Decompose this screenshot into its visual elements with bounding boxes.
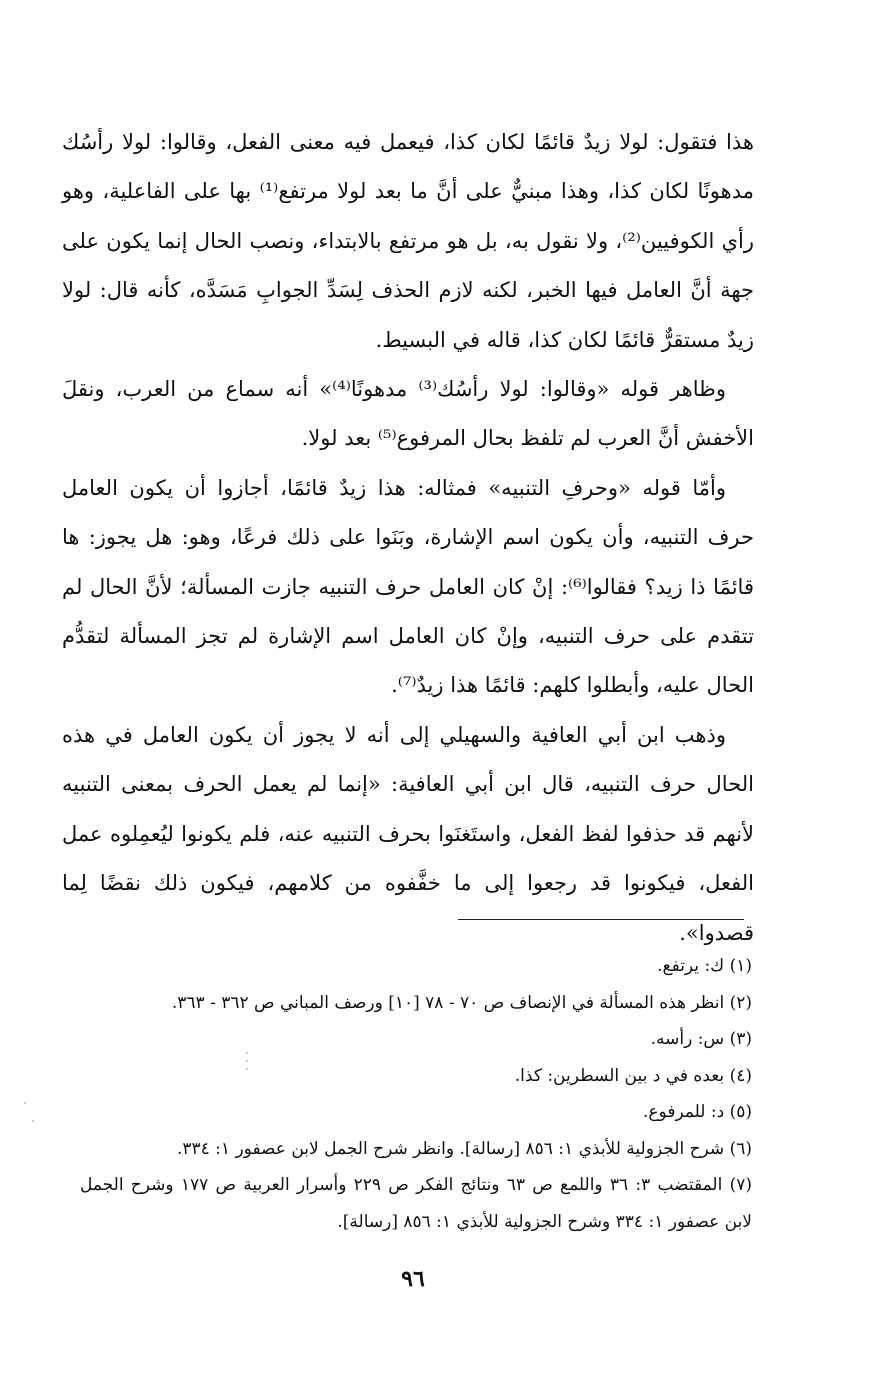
page-number: ٩٦ bbox=[401, 1266, 425, 1292]
scan-speck bbox=[246, 1068, 248, 1070]
scan-speck bbox=[246, 1060, 248, 1062]
footnote-5: (٥) د: للمرفوع. bbox=[643, 1102, 752, 1122]
paragraph-4: وذهب ابن أبي العافية والسهيلي إلى أنه لا يجوز أن يكون العامل في هذه الحال حرف التنبيه، قال ابن أبي العافية: «إنما لم يعمل الحرف بمعنى التنبيه لأنهم قد حذفوا لفظ الفعل، واستَغنَوا بحرف التنبيه عنه، فلم يكونوا ليُعمِلوه عمل الفعل، فيكونوا قد رجعوا إلى ما خفَّفوه من كلامهم، فيكون ذلك نقضًا لِما قصدوا». bbox=[62, 722, 754, 945]
paragraph-3: وأمّا قوله «وحرفِ التنبيه» فمثاله: هذا زيدٌ قائمًا، أجازوا أن يكون العامل حرف التنبيه، وأن يكون اسم الإشارة، وبَنَوا على ذلك فرعًا، وهو: هل يجوز: ها قائمًا ذا زيد؟ فقالوا⁽⁶⁾: إنْ كان العامل حرف التنبيه جازت المسألة؛ لأنَّ الحال لم تتقدم على حرف التنبيه، وإنْ كان العامل اسم الإشارة لم تجز المسألة لتقدُّم الحال عليه، وأبطلوا كلهم: قائمًا هذا زيدٌ⁽⁷⁾. bbox=[62, 475, 754, 698]
body-text bbox=[62, 118, 754, 958]
footnote-3: (٣) س: رأسه. bbox=[650, 1029, 752, 1049]
footnotes bbox=[80, 948, 752, 1240]
footnote-7: (٧) المقتضب ٣: ٣٦ واللمع ص ٦٣ ونتائج الفكر ص ٢٢٩ وأسرار العربية ص ١٧٧ وشرح الجمل لابن عصفور ١: ٣٣٤ وشرح الجزولية للأبذي ١: ٨٥٦ [رسالة]. bbox=[80, 1175, 752, 1232]
paragraph-1: هذا فتقول: لولا زيدٌ قائمًا لكان كذا، فيعمل فيه معنى الفعل، وقالوا: لولا رأسُك مدهونًا لكان كذا، وهذا مبنيٌّ على أنَّ ما بعد لولا مرتفع⁽¹⁾ بها على الفاعلية، وهو رأي الكوفيين⁽²⁾، ولا نقول به، بل هو مرتفع بالابتداء، ونصب الحال إنما يكون على جهة أنَّ العامل فيها الخبر، لكنه لازم الحذف لِسَدِّ الجوابِ مَسَدَّه، كأنه قال: لولا زيدٌ مستقرٌّ قائمًا لكان كذا، قاله في البسيط. bbox=[62, 130, 754, 352]
scan-speck bbox=[24, 1102, 26, 1104]
footnote-6: (٦) شرح الجزولية للأبذي ١: ٨٥٦ [رسالة]. وانظر شرح الجمل لابن عصفور ١: ٣٣٤. bbox=[176, 1138, 752, 1159]
footnote-divider bbox=[458, 919, 744, 920]
footnote-4: (٤) بعده في د بين السطرين: كذا. bbox=[514, 1065, 752, 1086]
scan-speck bbox=[32, 1120, 34, 1122]
footnote-1: (١) ك: يرتفع. bbox=[657, 956, 752, 976]
scan-speck bbox=[246, 1052, 248, 1054]
paragraph-2: وظاهر قوله «وقالوا: لولا رأسُك⁽³⁾ مدهونًا⁽⁴⁾» أنه سماع من العرب، ونقلَ الأخفش أنَّ العرب لم تلفظ بحال المرفوع⁽⁵⁾ بعد لولا. bbox=[62, 377, 754, 451]
footnote-2: (٢) انظر هذه المسألة في الإنصاف ص ٧٠ - ٧٨ [١٠] ورصف المباني ص ٣٦٢ - ٣٦٣. bbox=[171, 992, 752, 1013]
